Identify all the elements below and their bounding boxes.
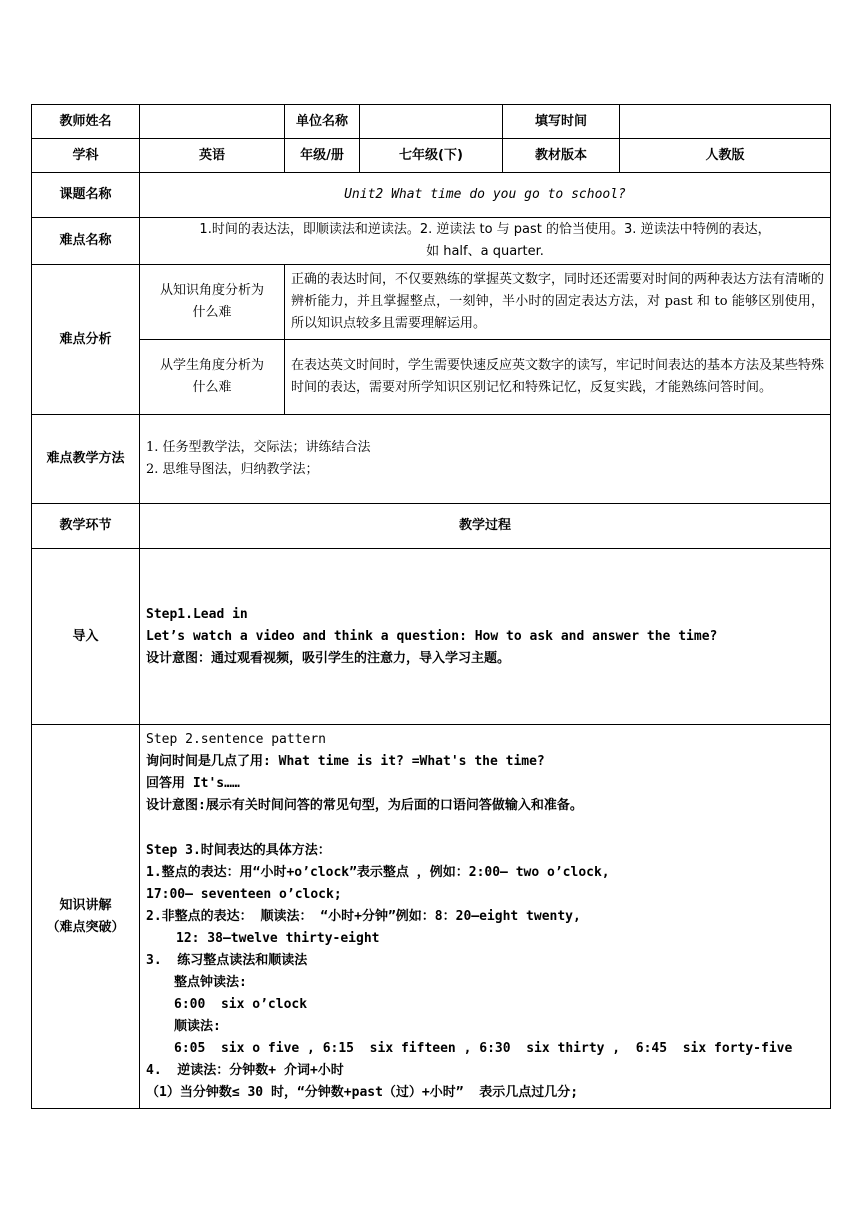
fill-date-field[interactable] bbox=[620, 105, 831, 139]
intro-label: 导入 bbox=[32, 549, 140, 725]
subject-label: 学科 bbox=[32, 139, 140, 173]
difficulty-value bbox=[140, 218, 831, 265]
student-angle-label-line-2: 什么难 bbox=[192, 380, 232, 395]
ask-time-pattern: 询问时间是几点了用: What time is it? =What's the time? bbox=[146, 754, 545, 770]
header-row-1 bbox=[32, 105, 831, 139]
whole-hour-reading-example: 6:00 six o’clock bbox=[174, 996, 308, 1012]
whole-hour-reading-label: 整点钟读法: bbox=[174, 974, 247, 990]
knowledge-label-line-2: （难点突破） bbox=[46, 919, 125, 935]
grade-value: 七年级(下) bbox=[360, 139, 503, 173]
knowledge-label-line-1: 知识讲解 bbox=[59, 897, 112, 913]
reverse-reading-rule-1: （1）当分钟数≤ 30 时，“分钟数+past（过）+小时” 表示几点过几分; bbox=[146, 1084, 579, 1100]
methods-label: 难点教学方法 bbox=[32, 415, 140, 504]
knowledge-angle-label-line-2: 什么难 bbox=[192, 305, 232, 320]
unit-name-label: 单位名称 bbox=[285, 105, 360, 139]
intro-row bbox=[32, 549, 831, 725]
subject-value: 英语 bbox=[140, 139, 285, 173]
difficulty-line-1: 1.时间的表达法，即顺读法和逆读法。2. 逆读法 to 与 past 的恰当使用。3. 逆读法中特例的表达， bbox=[199, 222, 771, 237]
intro-step-heading: Step1.Lead in bbox=[146, 606, 248, 622]
methods-item-1: 1. 任务型教学法，交际法；讲练结合法 bbox=[146, 440, 371, 455]
knowledge-angle-label-line-1: 从知识角度分析为 bbox=[159, 283, 264, 298]
topic-label: 课题名称 bbox=[32, 173, 140, 218]
knowledge-label bbox=[32, 725, 140, 1109]
header-row-2 bbox=[32, 139, 831, 173]
difficulty-line-2: 如 half、a quarter. bbox=[426, 244, 544, 259]
forward-reading-label: 顺读法: bbox=[174, 1018, 221, 1034]
intro-question: Let’s watch a video and think a question: How to ask and answer the time? bbox=[146, 628, 718, 644]
unit-name-field[interactable] bbox=[360, 105, 503, 139]
forward-reading-examples: 6:05 six o five , 6:15 six fifteen , 6:30 six thirty , 6:45 six forty-five bbox=[174, 1040, 793, 1056]
whole-hour-rule: 1.整点的表达：用“小时+o’clock”表示整点 ，例如：2:00— two o’clock, bbox=[146, 864, 610, 880]
reverse-reading-heading: 4. 逆读法：分钟数+ 介词+小时 bbox=[146, 1062, 344, 1078]
whole-hour-example: 17:00— seventeen o’clock; bbox=[146, 886, 342, 902]
methods-row bbox=[32, 415, 831, 504]
process-header-row bbox=[32, 504, 831, 549]
topic-value: Unit2 What time do you go to school? bbox=[140, 173, 831, 218]
process-header-value: 教学过程 bbox=[140, 504, 831, 549]
answer-time-pattern: 回答用 It's…… bbox=[146, 776, 240, 792]
student-angle-text: 在表达英文时间时，学生需要快速反应英文数字的读写，牢记时间表达的基本方法及某些特殊时间的表达，需要对所学知识区别记忆和特殊记忆，反复实践，才能熟练问答时间。 bbox=[285, 340, 831, 415]
knowledge-angle-text: 正确的表达时间，不仅要熟练的掌握英文数字，同时还还需要对时间的两种表达方法有清晰的辨析能力，并且掌握整点，一刻钟，半小时的固定表达方法，对 past 和 to 能够区别使用，所以知识点较多且需要理解运用。 bbox=[285, 265, 831, 340]
intro-design-intent: 设计意图：通过观看视频，吸引学生的注意力，导入学习主题。 bbox=[146, 650, 511, 666]
difficulty-row bbox=[32, 218, 831, 265]
fill-date-label: 填写时间 bbox=[503, 105, 620, 139]
intro-content bbox=[140, 549, 831, 725]
process-step-label: 教学环节 bbox=[32, 504, 140, 549]
student-angle-label bbox=[140, 340, 285, 415]
non-whole-hour-example: 12: 38—twelve thirty-eight bbox=[176, 930, 380, 946]
edition-value: 人教版 bbox=[620, 139, 831, 173]
grade-label: 年级/册 bbox=[285, 139, 360, 173]
teacher-name-label: 教师姓名 bbox=[32, 105, 140, 139]
knowledge-angle-label bbox=[140, 265, 285, 340]
practice-heading: 3. 练习整点读法和顺读法 bbox=[146, 952, 308, 968]
step2-design-intent: 设计意图:展示有关时间问答的常见句型，为后面的口语问答做输入和准备。 bbox=[146, 798, 583, 814]
blank-line bbox=[146, 817, 824, 840]
step3-heading: Step 3.时间表达的具体方法： bbox=[146, 842, 331, 858]
knowledge-content bbox=[140, 725, 831, 1109]
topic-row bbox=[32, 173, 831, 218]
step2-heading: Step 2.sentence pattern bbox=[146, 732, 327, 748]
teacher-name-field[interactable] bbox=[140, 105, 285, 139]
knowledge-row bbox=[32, 725, 831, 1109]
analysis-student-row bbox=[32, 340, 831, 415]
difficulty-label: 难点名称 bbox=[32, 218, 140, 265]
edition-label: 教材版本 bbox=[503, 139, 620, 173]
student-angle-label-line-1: 从学生角度分析为 bbox=[159, 358, 264, 373]
non-whole-hour-rule: 2.非整点的表达： 顺读法： “小时+分钟”例如：8：20—eight twenty, bbox=[146, 908, 581, 924]
analysis-label: 难点分析 bbox=[32, 265, 140, 415]
methods-list bbox=[140, 415, 831, 504]
lesson-plan-table bbox=[31, 104, 831, 1109]
analysis-knowledge-row bbox=[32, 265, 831, 340]
methods-item-2: 2. 思维导图法，归纳教学法； bbox=[146, 462, 319, 477]
